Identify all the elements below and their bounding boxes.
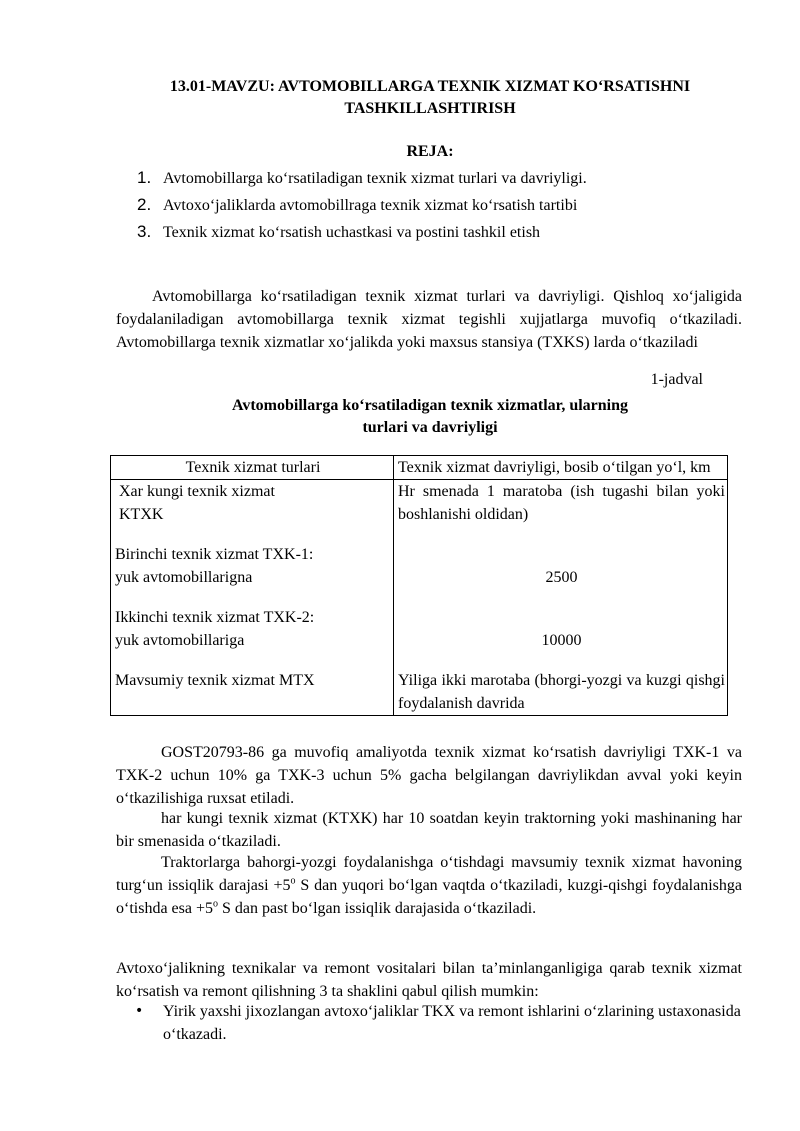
list-item-text: Yirik yaxshi jixozlangan avtoxoʻjaliklar TKX va remont ishlarini oʻzlarining ustaxonasida oʻtkazadi. xyxy=(163,1003,741,1043)
table-cell-periods xyxy=(394,480,728,716)
plan-item-text: Avtomobillarga koʻrsatiladigan texnik xizmat turlari va davriyligi. xyxy=(163,170,587,187)
table-header-col2: Texnik xizmat davriyligi, bosib oʻtilgan yoʻl, km xyxy=(394,456,728,480)
plan-list xyxy=(137,166,587,247)
table-cell-types xyxy=(111,480,394,716)
seasonal-text-part1: Traktorlarga bahorgi-yozgi foydalanishga oʻtishdagi mavsumiy texnik xizmat havoning turgʻun issiqlik darajasi +5 xyxy=(116,854,742,894)
bullet-list xyxy=(135,1000,743,1046)
list-item xyxy=(135,1000,743,1046)
plan-heading: REJA: xyxy=(406,143,454,160)
plan-item-text: Avtoxoʻjaliklarda avtomobillraga texnik xizmat koʻrsatish tartibi xyxy=(163,197,578,214)
row2-vehicle: yuk avtomobillarigna xyxy=(115,569,253,586)
paragraph-seasonal-service xyxy=(116,851,742,920)
paragraph-service-forms: Avtoxoʻjalikning texnikalar va remont vositalari bilan taʼminlanganligiga qarab texnik xizmat koʻrsatish va remont qilishning 3 ta shaklini qabul qilish mumkin: xyxy=(116,960,742,1000)
table-caption-line-2: turlari va davriyligi xyxy=(362,419,498,436)
seasonal-text-part3: S dan past boʻlgan issiqlik darajasida oʻtkaziladi. xyxy=(218,900,537,917)
title-line-1: 13.01-MAVZU: AVTOMOBILLARGA TEXNIK XIZMAT KOʻRSATISHNI xyxy=(169,78,691,95)
paragraph-daily-service: har kungi texnik xizmat (KTXK) har 10 soatdan keyin traktorning yoki mashinaning har bir smenasida oʻtkaziladi. xyxy=(116,810,742,850)
plan-item-text: Texnik xizmat koʻrsatish uchastkasi va postini tashkil etish xyxy=(163,224,541,241)
table-row xyxy=(111,480,728,716)
plan-item-number: 1. xyxy=(137,168,152,187)
table-caption xyxy=(100,395,760,439)
row4-period: Yiliga ikki marotaba (bhorgi-yozgi va kuzgi qishgi foydalanish davrida xyxy=(398,672,725,712)
row1-period: Hr smenada 1 maratoba (ish tugashi bilan yoki boshlanishi oldidan) xyxy=(398,483,725,523)
plan-item xyxy=(137,193,587,220)
row2-period: 2500 xyxy=(545,569,578,586)
seasonal-text-part2: S dan yuqori boʻlgan vaqtda oʻtkaziladi, kuzgi-qishgi foydalanishga oʻtishda esa +5 xyxy=(116,877,743,917)
plan-item xyxy=(137,220,587,247)
title-line-2: TASHKILLASHTIRISH xyxy=(344,100,516,117)
plan-item-number: 3. xyxy=(137,222,152,241)
row1-type: Xar kungi texnik xizmat xyxy=(119,483,275,500)
bullet-mark: • xyxy=(135,1003,144,1019)
row3-vehicle: yuk avtomobillariga xyxy=(115,632,245,649)
table-caption-line-1: Avtomobillarga koʻrsatiladigan texnik xizmatlar, ularning xyxy=(231,397,628,414)
table-header-col1: Texnik xizmat turlari xyxy=(111,456,394,480)
degree-mark: o xyxy=(213,898,218,910)
table-label: 1-jadval xyxy=(650,371,703,388)
plan-item xyxy=(137,166,587,193)
row2-type: Birinchi texnik xizmat TXK-1: xyxy=(115,546,314,563)
paragraph-gost: GOST20793-86 ga muvofiq amaliyotda texnik xizmat koʻrsatish davriyligi TXK-1 va TXK-2 uchun 10% ga TXK-3 uchun 5% gacha belgilangan davriylikdan avval yoki keyin oʻtkazilishiga ruxsat etiladi. xyxy=(116,744,742,807)
row4-type: Mavsumiy texnik xizmat MTX xyxy=(115,672,315,689)
row3-type: Ikkinchi texnik xizmat TXK-2: xyxy=(115,609,315,626)
service-table xyxy=(110,455,728,716)
intro-paragraph: Avtomobillarga koʻrsatiladigan texnik xizmat turlari va davriyligi. Qishloq xoʻjaligida foydalaniladigan avtomobillarga texnik xizmat tegishli xujjatlarga muvofiq oʻtkaziladi. Avtomobillarga texnik xizmatlar xoʻjalikda yoki maxsus stansiya (TXKS) larda oʻtkaziladi xyxy=(116,288,742,351)
plan-item-number: 2. xyxy=(137,195,152,214)
row1-code: KTXK xyxy=(119,506,164,523)
row3-period: 10000 xyxy=(541,632,582,649)
page-title xyxy=(100,76,760,120)
degree-mark: o xyxy=(290,875,296,887)
table-header-row xyxy=(111,456,728,480)
